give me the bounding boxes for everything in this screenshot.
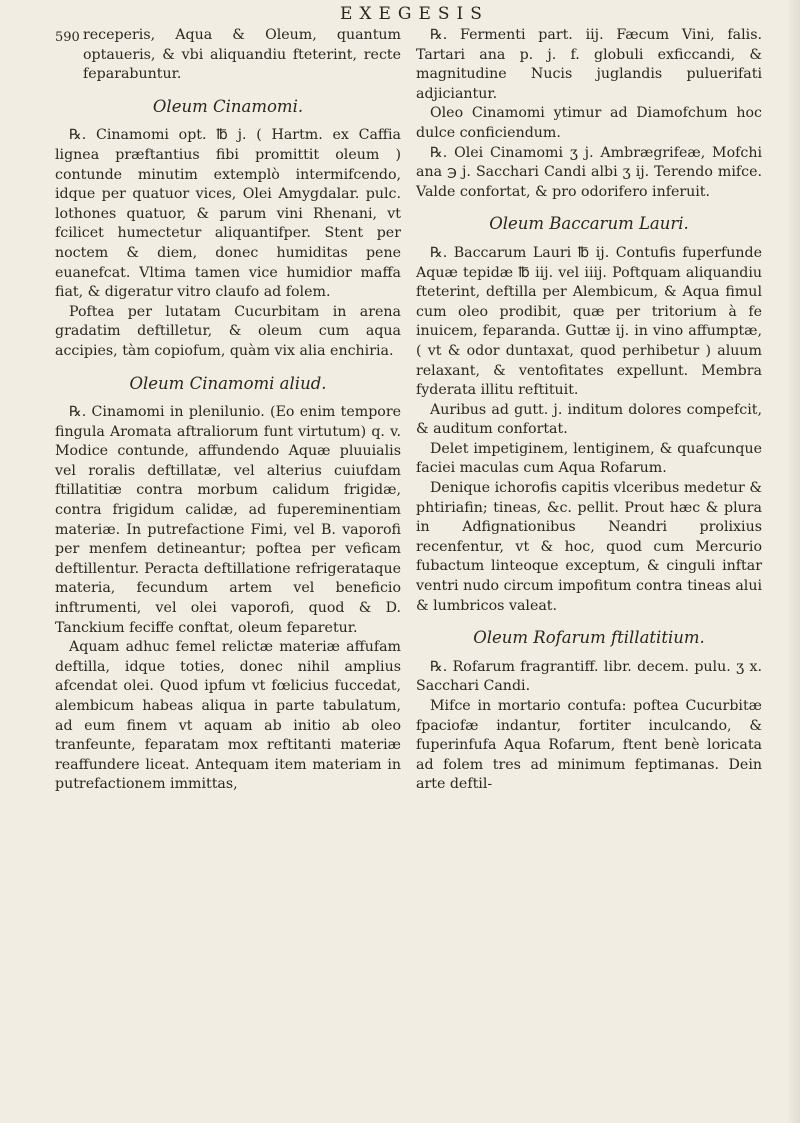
left-column xyxy=(55,26,401,795)
recipe-paragraph: Mifce in mortario contufa: poftea Cucurbitæ fpaciofæ indantur, fortiter inculcando, & fuperinfufa Aqua Rofarum, ftent benè loricata ad folem tres ad minimum feptimanas. Dein arte deftil- xyxy=(416,698,762,793)
section-heading: Oleum Rofarum ftillatitium. xyxy=(473,628,705,648)
recipe-paragraph: ℞. Baccarum Lauri ℔ ij. Contufis fuperfunde Aquæ tepidæ ℔ iij. vel iiij. Poftquam aliquandiu fteterint, deftilla per Alembicum, & Aqua fimul cum oleo prodibit, quæ per tritorium à fe inuicem, feparanda. Guttæ ij. in vino affumptæ, ( vt & odor duntaxat, quod perhibetur ) aluum relaxant, & ventofitates expellunt. Membra fyderata illitu reftituit. xyxy=(416,244,762,399)
recipe-paragraph: ℞. Cinamomi in plenilunio. (Eo enim tempore fingula Aromata aftraliorum funt virtutum) q. v. Modice contunde, affundendo Aquæ pluuialis vel roralis deftillatæ, vel alterius cuiufdam ftillatitiæ contra morbum calidum frigidæ, contra frigidum calidæ, ad fupereminentiam materiæ. In putrefactione Fimi, vel B. vaporofi per menfem detineantur; poftea per veficam deftillentur. Peracta deftillatione refrigerataque materia, fecundum artem vel beneficio inftrumenti, vel olei vaporofi, quod & D. Tanckium feciffe conftat, oleum feparetur. xyxy=(55,404,401,636)
section-heading: Oleum Cinamomi aliud. xyxy=(129,373,327,393)
section-heading: Oleum Cinamomi. xyxy=(152,96,304,116)
right-column xyxy=(416,26,762,795)
page-number: 590 xyxy=(55,30,80,45)
continued-paragraph: receperis, Aqua & Oleum, quantum optaueris, & vbi aliquandiu fteterint, recte feparabuntur. xyxy=(83,27,401,83)
recipe-paragraph: ℞. Rofarum fragrantiff. libr. decem. pulu. ʒ x. Sacchari Candi. xyxy=(416,658,762,695)
recipe-paragraph: Poftea per lutatam Cucurbitam in arena gradatim deftilletur, & oleum cum aqua accipies, tàm copiofum, quàm vix alia enchiria. xyxy=(55,303,401,359)
recipe-paragraph: ℞. Fermenti part. iij. Fæcum Vini, falis. Tartari ana p. j. f. globuli exficcandi, & magnitudine Nucis juglandis puluerifati adjiciantur. xyxy=(416,27,762,102)
recipe-paragraph: Auribus ad gutt. j. inditum dolores compefcit, & auditum confortat. xyxy=(416,401,762,438)
page-edge-shadow xyxy=(786,0,800,1123)
running-head-title: EXEGESIS xyxy=(340,4,489,24)
recipe-paragraph: Denique ichorofis capitis vlceribus medetur & phtiriafin; tineas, &c. pellit. Prout hæc & plura in Adfignationibus Neandri prolixius recenfentur, vt & hoc, quod cum Mercurio fubactum linteoque exceptum, & cinguli inftar ventri nudo circum impofitum contra tineas alui & lumbricos valeat. xyxy=(416,480,762,614)
recipe-paragraph: ℞. Cinamomi opt. ℔ j. ( Hartm. ex Caffia lignea præftantius fibi promittit oleum ) contunde minutim extemplò intermifcendo, idque per quatuor vices, Olei Amygdalar. pulc. lothones quatuor, & parum vini Rhenani, vt fcilicet humectetur aliquantifper. Stent per noctem & diem, donec humiditas pene euanefcat. Vltima tamen vice humidior maffa fiat, & digeratur vitro claufo ad folem. xyxy=(55,127,401,301)
section-heading: Oleum Baccarum Lauri. xyxy=(489,214,689,234)
recipe-paragraph: ℞. Olei Cinamomi ʒ j. Ambrægrifeæ, Mofchi ana ℈ j. Sacchari Candi albi ʒ ij. Terendo mifce. Valde confortat, & pro odorifero inferuit. xyxy=(416,144,762,200)
recipe-paragraph: Aquam adhuc femel relictæ materiæ affufam deftilla, idque toties, donec nihil amplius afcendat olei. Quod ipfum vt fœlicius fuccedat, alembicum habeas aliqua in parte tabulatum, ad eum finem vt aquam ab initio ab oleo tranfeunte, feparatam mox reftitanti materiæ reaffundere liceat. Antequam item materiam in putrefactionem immittas, xyxy=(55,639,401,793)
recipe-paragraph: Delet impetiginem, lentiginem, & quafcunque faciei maculas cum Aqua Rofarum. xyxy=(416,440,762,477)
recipe-paragraph: Oleo Cinamomi ytimur ad Diamofchum hoc dulce conficiendum. xyxy=(416,105,762,141)
